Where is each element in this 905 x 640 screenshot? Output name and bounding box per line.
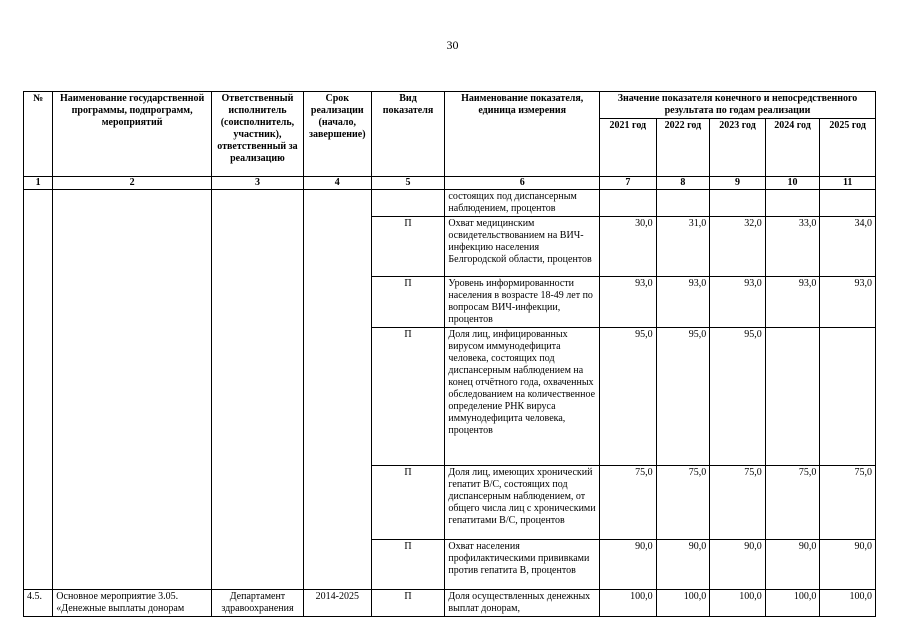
cell-type: П <box>371 328 445 466</box>
cell-term-empty <box>303 190 371 590</box>
cell-indicator: Охват населения профилактическими прививками против гепатита В, процентов <box>445 540 600 590</box>
cell-value <box>765 190 820 217</box>
cell-value: 100,0 <box>710 590 766 617</box>
cell-name: Основное мероприятие 3.05. «Денежные выплаты донорам <box>53 590 212 617</box>
cell-value: 75,0 <box>600 466 657 540</box>
header-values: Значение показателя конечного и непосредственного результата по годам реализации <box>600 92 876 119</box>
table-row <box>24 590 876 617</box>
column-number: 6 <box>445 177 600 190</box>
cell-value: 75,0 <box>710 466 766 540</box>
cell-value: 75,0 <box>820 466 876 540</box>
header-indicator: Наименование показателя, единица измерения <box>445 92 600 177</box>
header-year: 2025 год <box>820 119 876 177</box>
cell-type: П <box>371 590 445 617</box>
header-year: 2024 год <box>765 119 820 177</box>
column-number: 3 <box>211 177 303 190</box>
cell-indicator: Доля лиц, инфицированных вирусом иммунодефицита человека, состоящих под диспансерным наблюдением на конец отчётного года, охваченных обследованием на количественное определение РНК вируса иммунодефицита человека, процентов <box>445 328 600 466</box>
cell-value: 90,0 <box>820 540 876 590</box>
cell-value: 93,0 <box>820 277 876 328</box>
cell-type <box>371 190 445 217</box>
cell-value: 34,0 <box>820 217 876 277</box>
cell-value: 100,0 <box>820 590 876 617</box>
column-number: 11 <box>820 177 876 190</box>
column-number: 9 <box>710 177 766 190</box>
cell-type: П <box>371 466 445 540</box>
cell-value: 100,0 <box>600 590 657 617</box>
column-number: 5 <box>371 177 445 190</box>
cell-value: 31,0 <box>656 217 710 277</box>
header-term: Срок реализации (начало, завершение) <box>303 92 371 177</box>
cell-value: 95,0 <box>656 328 710 466</box>
header-year: 2021 год <box>600 119 657 177</box>
cell-value: 93,0 <box>656 277 710 328</box>
column-number: 2 <box>53 177 212 190</box>
cell-value: 93,0 <box>600 277 657 328</box>
cell-term: 2014-2025 <box>303 590 371 617</box>
cell-value: 93,0 <box>765 277 820 328</box>
cell-name-empty <box>53 190 212 590</box>
cell-value <box>710 190 766 217</box>
cell-value: 95,0 <box>600 328 657 466</box>
cell-value: 30,0 <box>600 217 657 277</box>
cell-value: 90,0 <box>656 540 710 590</box>
header-year: 2022 год <box>656 119 710 177</box>
cell-value <box>656 190 710 217</box>
page-number: 30 <box>446 38 459 52</box>
cell-value: 100,0 <box>656 590 710 617</box>
table-row <box>24 190 876 217</box>
cell-no: 4.5. <box>24 590 53 617</box>
cell-indicator: состоящих под диспансерным наблюдением, процентов <box>445 190 600 217</box>
cell-value <box>820 190 876 217</box>
cell-indicator: Охват медицинским освидетельствованием на ВИЧ-инфекцию населения Белгородской области, процентов <box>445 217 600 277</box>
header-executor: Ответственный исполнитель (соисполнитель, участник), ответственный за реализацию <box>211 92 303 177</box>
cell-value: 33,0 <box>765 217 820 277</box>
cell-indicator: Уровень информированности населения в возрасте 18-49 лет по вопросам ВИЧ-инфекции, процентов <box>445 277 600 328</box>
cell-indicator: Доля осуществленных денежных выплат донорам, <box>445 590 600 617</box>
cell-value: 75,0 <box>765 466 820 540</box>
cell-value <box>765 328 820 466</box>
cell-indicator: Доля лиц, имеющих хронический гепатит В/С, состоящих под диспансерным наблюдением, от общего числа лиц с хроническими гепатитами В/С, процентов <box>445 466 600 540</box>
column-number: 7 <box>600 177 657 190</box>
column-number: 1 <box>24 177 53 190</box>
cell-type: П <box>371 540 445 590</box>
indicators-table <box>23 91 876 617</box>
cell-value: 90,0 <box>765 540 820 590</box>
cell-value: 95,0 <box>710 328 766 466</box>
column-numbers-row <box>24 177 876 190</box>
header-year: 2023 год <box>710 119 766 177</box>
cell-executor: Департамент здравоохранения <box>211 590 303 617</box>
column-number: 10 <box>765 177 820 190</box>
cell-no-empty <box>24 190 53 590</box>
cell-value: 75,0 <box>656 466 710 540</box>
column-number: 4 <box>303 177 371 190</box>
header-row <box>24 92 876 119</box>
cell-value: 90,0 <box>600 540 657 590</box>
cell-type: П <box>371 277 445 328</box>
cell-type: П <box>371 217 445 277</box>
column-number: 8 <box>656 177 710 190</box>
cell-value: 32,0 <box>710 217 766 277</box>
cell-value: 93,0 <box>710 277 766 328</box>
header-name: Наименование государственной программы, подпрограмм, мероприятий <box>53 92 212 177</box>
cell-value <box>820 328 876 466</box>
cell-executor-empty <box>211 190 303 590</box>
cell-value <box>600 190 657 217</box>
header-type: Вид показателя <box>371 92 445 177</box>
header-no: № <box>24 92 53 177</box>
cell-value: 100,0 <box>765 590 820 617</box>
cell-value: 90,0 <box>710 540 766 590</box>
